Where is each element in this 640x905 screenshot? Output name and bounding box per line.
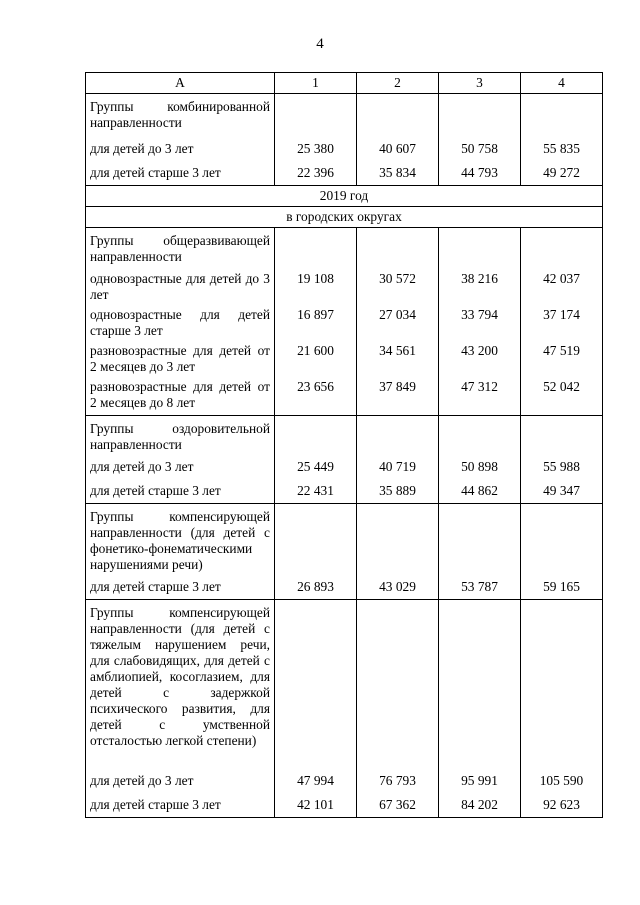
cell-value: 95 991 bbox=[439, 769, 521, 793]
row-label: для детей до 3 лет bbox=[86, 137, 275, 161]
cell-value: 33 794 bbox=[439, 303, 521, 339]
cell-value: 92 623 bbox=[521, 793, 603, 818]
row-label: для детей до 3 лет bbox=[86, 455, 275, 479]
page-number: 4 bbox=[316, 36, 324, 52]
cell-value: 84 202 bbox=[439, 793, 521, 818]
cell-value: 55 988 bbox=[521, 455, 603, 479]
group-label: Группы общеразвивающей направленности bbox=[86, 228, 275, 268]
cell-value: 22 396 bbox=[275, 161, 357, 186]
cell-value: 16 897 bbox=[275, 303, 357, 339]
cell-value: 44 793 bbox=[439, 161, 521, 186]
cell-value: 40 607 bbox=[357, 137, 439, 161]
cell-value: 22 431 bbox=[275, 479, 357, 504]
area-band-row bbox=[86, 207, 603, 228]
cell-value: 40 719 bbox=[357, 455, 439, 479]
cell-value: 34 561 bbox=[357, 339, 439, 375]
row-label: для детей старше 3 лет bbox=[86, 793, 275, 818]
row-label: разновозрастные для детей от 2 месяцев до 8 лет bbox=[86, 375, 275, 416]
cell-value: 49 272 bbox=[521, 161, 603, 186]
group-row bbox=[86, 600, 603, 770]
table-row bbox=[86, 137, 603, 161]
group-label: Группы комбинированной направленности bbox=[86, 94, 275, 138]
header-row bbox=[86, 73, 603, 94]
cell-value: 35 889 bbox=[357, 479, 439, 504]
cell-value: 49 347 bbox=[521, 479, 603, 504]
cell-value: 25 380 bbox=[275, 137, 357, 161]
group-row bbox=[86, 94, 603, 138]
cell-value: 26 893 bbox=[275, 575, 357, 600]
table-row bbox=[86, 267, 603, 303]
table-row bbox=[86, 479, 603, 504]
cell-value: 76 793 bbox=[357, 769, 439, 793]
cell-value: 43 200 bbox=[439, 339, 521, 375]
area-band: в городских округах bbox=[86, 207, 603, 228]
header-cell: 2 bbox=[357, 73, 439, 94]
row-label: для детей до 3 лет bbox=[86, 769, 275, 793]
cell-value: 37 174 bbox=[521, 303, 603, 339]
table-row bbox=[86, 339, 603, 375]
cell-value: 44 862 bbox=[439, 479, 521, 504]
header-cell: 3 bbox=[439, 73, 521, 94]
row-label: одновозрастные для детей старше 3 лет bbox=[86, 303, 275, 339]
cell-value: 105 590 bbox=[521, 769, 603, 793]
group-label: Группы компенсирующей направленности (для детей с фонетико-фонематическими нарушениями речи) bbox=[86, 504, 275, 576]
cell-value: 30 572 bbox=[357, 267, 439, 303]
cell-value: 50 758 bbox=[439, 137, 521, 161]
cell-value: 43 029 bbox=[357, 575, 439, 600]
table-row bbox=[86, 161, 603, 186]
header-cell: А bbox=[86, 73, 275, 94]
cell-value: 67 362 bbox=[357, 793, 439, 818]
table-row bbox=[86, 303, 603, 339]
cell-value: 23 656 bbox=[275, 375, 357, 416]
header-cell: 1 bbox=[275, 73, 357, 94]
row-label: для детей старше 3 лет bbox=[86, 479, 275, 504]
row-label: одновозрастные для детей до 3 лет bbox=[86, 267, 275, 303]
cell-value: 35 834 bbox=[357, 161, 439, 186]
group-label: Группы оздоровительной направленности bbox=[86, 416, 275, 456]
row-label: для детей старше 3 лет bbox=[86, 161, 275, 186]
cell-value: 37 849 bbox=[357, 375, 439, 416]
cell-value: 47 994 bbox=[275, 769, 357, 793]
cell-value: 21 600 bbox=[275, 339, 357, 375]
group-row bbox=[86, 504, 603, 576]
group-row bbox=[86, 228, 603, 268]
table-row bbox=[86, 793, 603, 818]
year-band: 2019 год bbox=[86, 186, 603, 207]
header-cell: 4 bbox=[521, 73, 603, 94]
table-row bbox=[86, 455, 603, 479]
cell-value: 19 108 bbox=[275, 267, 357, 303]
cell-value: 27 034 bbox=[357, 303, 439, 339]
cell-value: 50 898 bbox=[439, 455, 521, 479]
cell-value: 47 519 bbox=[521, 339, 603, 375]
cell-value: 47 312 bbox=[439, 375, 521, 416]
table-row bbox=[86, 375, 603, 416]
cell-value: 53 787 bbox=[439, 575, 521, 600]
row-label: для детей старше 3 лет bbox=[86, 575, 275, 600]
cell-value: 38 216 bbox=[439, 267, 521, 303]
cell-value: 59 165 bbox=[521, 575, 603, 600]
table-row bbox=[86, 575, 603, 600]
row-label: разновозрастные для детей от 2 месяцев до 3 лет bbox=[86, 339, 275, 375]
group-row bbox=[86, 416, 603, 456]
table-row bbox=[86, 769, 603, 793]
cell-value: 55 835 bbox=[521, 137, 603, 161]
rates-table bbox=[85, 72, 603, 818]
cell-value: 42 101 bbox=[275, 793, 357, 818]
group-label: Группы компенсирующей направленности (для детей с тяжелым нарушением речи, для слабовидящих, для детей с амблиопией, косоглазием, для детей с задержкой психического развития, для детей с умственной отсталостью легкой степени) bbox=[86, 600, 275, 770]
cell-value: 52 042 bbox=[521, 375, 603, 416]
cell-value: 25 449 bbox=[275, 455, 357, 479]
year-band-row bbox=[86, 186, 603, 207]
cell-value: 42 037 bbox=[521, 267, 603, 303]
